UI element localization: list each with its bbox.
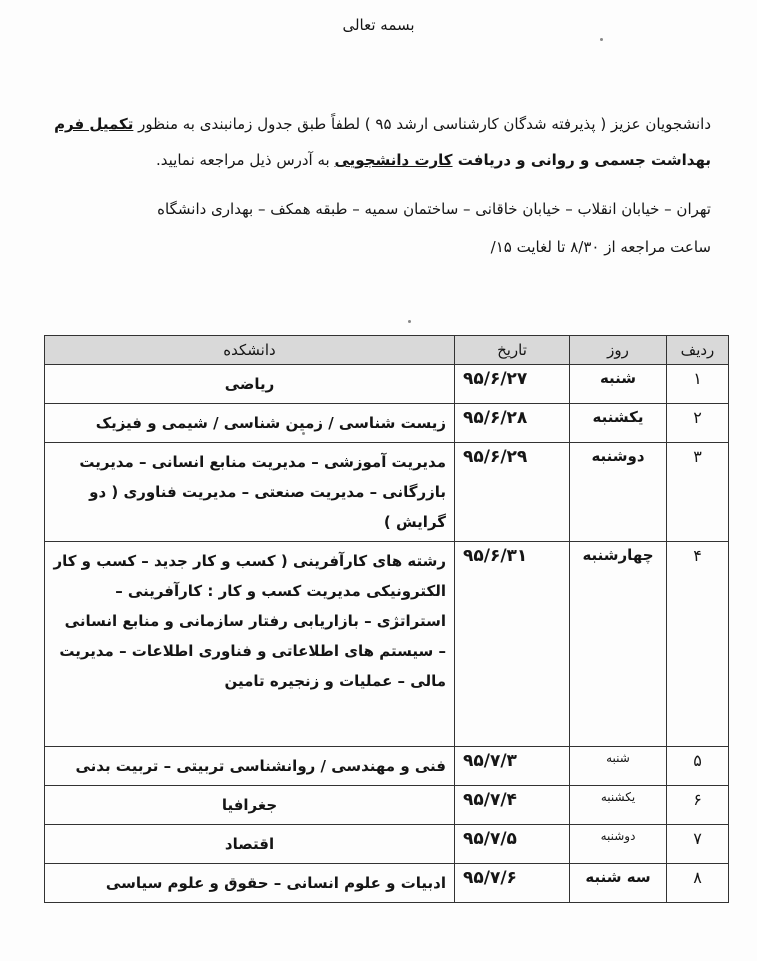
table-row xyxy=(45,786,729,825)
hours-line: ساعت مراجعه از ۸/۳۰ تا لغایت ۱۵/ xyxy=(490,238,711,256)
table-header-row xyxy=(45,336,729,365)
page-heading: بسمه تعالی xyxy=(342,16,415,34)
row-number: ۱ xyxy=(667,365,729,404)
row-number: ۴ xyxy=(667,542,729,747)
row-number: ۶ xyxy=(667,786,729,825)
row-faculty: ادبیات و علوم انسانی – حقوق و علوم سیاسی xyxy=(45,864,455,903)
table-row xyxy=(45,825,729,864)
row-day: چهارشنبه xyxy=(570,542,667,747)
intro-paragraph xyxy=(43,106,711,178)
row-faculty: زیست شناسی / زمین شناسی / شیمی و فیزیک xyxy=(45,404,455,443)
row-date: ۹۵/۷/۳ xyxy=(455,747,570,786)
row-date: ۹۵/۷/۶ xyxy=(455,864,570,903)
row-date: ۹۵/۶/۲۸ xyxy=(455,404,570,443)
intro-text-start: دانشجویان عزیز ( پذیرفته شدگان کارشناسی ارشد ۹۵ ) لطفاً طبق جدول زمانبندی به منظور xyxy=(133,115,711,133)
table-row xyxy=(45,365,729,404)
row-faculty: جغرافیا xyxy=(45,786,455,825)
row-date: ۹۵/۶/۲۷ xyxy=(455,365,570,404)
row-day: سه شنبه xyxy=(570,864,667,903)
row-day: یکشنبه xyxy=(570,786,667,825)
row-faculty: ریاضی xyxy=(45,365,455,404)
row-date: ۹۵/۷/۴ xyxy=(455,786,570,825)
intro-text-end: به آدرس ذیل مراجعه نمایید. xyxy=(156,151,335,169)
header-day: روز xyxy=(570,336,667,365)
row-number: ۷ xyxy=(667,825,729,864)
table-row xyxy=(45,864,729,903)
intro-emphasis-card: کارت دانشجویی xyxy=(334,151,453,169)
row-faculty: مدیریت آموزشی – مدیریت منابع انسانی – مدیریت بازرگانی – مدیریت صنعتی – مدیریت فناوری ( دو گرایش ) xyxy=(45,443,455,542)
row-faculty: اقتصاد xyxy=(45,825,455,864)
scan-speck xyxy=(302,432,305,435)
row-number: ۸ xyxy=(667,864,729,903)
table-row xyxy=(45,542,729,747)
row-day: شنبه xyxy=(570,365,667,404)
intro-emphasis-form: تکمیل فرم xyxy=(54,115,134,133)
table-row xyxy=(45,443,729,542)
row-day: شنبه xyxy=(570,747,667,786)
row-number: ۲ xyxy=(667,404,729,443)
row-day: دوشنبه xyxy=(570,443,667,542)
row-date: ۹۵/۷/۵ xyxy=(455,825,570,864)
row-number: ۳ xyxy=(667,443,729,542)
header-date: تاریخ xyxy=(455,336,570,365)
schedule-table xyxy=(44,335,729,903)
scan-speck xyxy=(408,320,411,323)
table-row xyxy=(45,404,729,443)
table-row xyxy=(45,747,729,786)
row-day: دوشنبه xyxy=(570,825,667,864)
row-date: ۹۵/۶/۲۹ xyxy=(455,443,570,542)
row-faculty: فنی و مهندسی / روانشناسی تربیتی – تربیت بدنی xyxy=(45,747,455,786)
header-row-number: ردیف xyxy=(667,336,729,365)
scan-speck xyxy=(600,38,603,41)
row-date: ۹۵/۶/۳۱ xyxy=(455,542,570,747)
header-faculty: دانشکده xyxy=(45,336,455,365)
address-line: تهران – خیابان انقلاب – خیابان خاقانی – ساختمان سمیه – طبقه همکف – بهداری دانشگاه xyxy=(157,200,711,218)
intro-emphasis-health: بهداشت جسمی و روانی و دریافت xyxy=(452,151,711,169)
row-faculty: رشته های کارآفرینی ( کسب و کار جدید – کسب و کار الکترونیکی مدیریت کسب و کار : کارآفرینی – استراتژی – بازاریابی رفتار سازمانی و منابع انسانی – سیستم های اطلاعاتی و فناوری اطلاعات – مدیریت مالی – عملیات و زنجیره تامین xyxy=(45,542,455,747)
row-day: یکشنبه xyxy=(570,404,667,443)
row-number: ۵ xyxy=(667,747,729,786)
